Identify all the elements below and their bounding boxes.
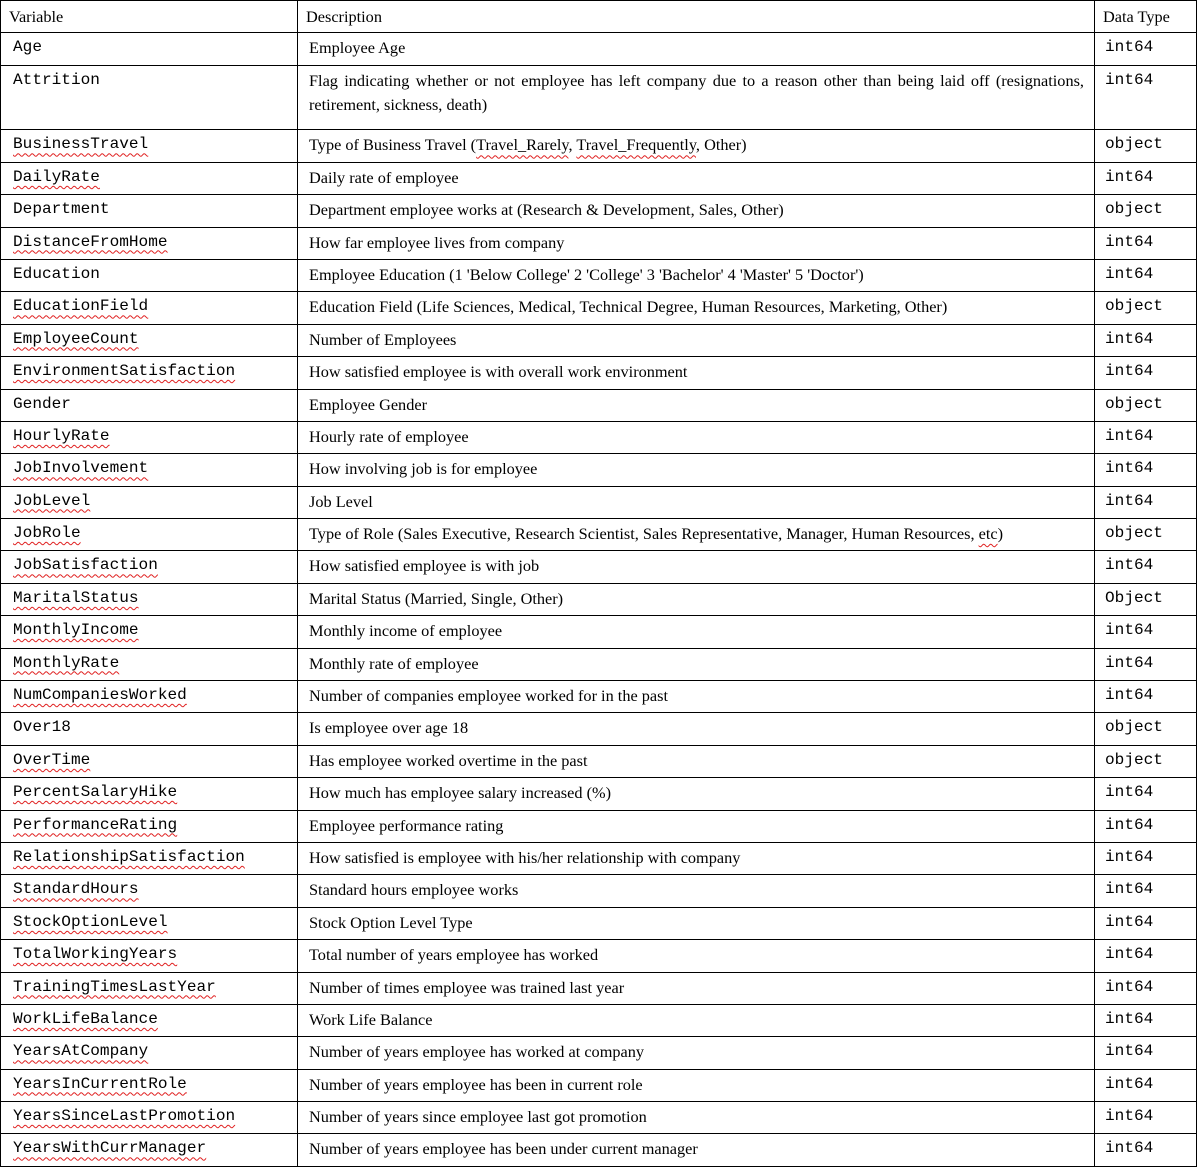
data-type-value: int64 xyxy=(1105,329,1154,348)
variable-cell xyxy=(1,259,298,291)
data-type-value: int64 xyxy=(1105,459,1154,478)
header-description: Description xyxy=(298,1,1095,33)
variable-name: MonthlyRate xyxy=(13,653,120,672)
table-row xyxy=(1,713,1197,745)
description-cell xyxy=(298,745,1095,777)
table-row xyxy=(1,648,1197,680)
table-row xyxy=(1,1102,1197,1134)
description-cell xyxy=(298,778,1095,810)
variable-cell xyxy=(1,33,298,65)
description-text: Marital Status (Married, Single, Other) xyxy=(309,588,564,608)
data-type-cell xyxy=(1095,357,1197,389)
variable-name: WorkLifeBalance xyxy=(13,1009,158,1028)
variable-name: TotalWorkingYears xyxy=(13,945,178,964)
variable-name: StockOptionLevel xyxy=(13,912,168,931)
data-type-cell xyxy=(1095,162,1197,194)
data-type-value: int64 xyxy=(1105,847,1154,866)
data-type-cell xyxy=(1095,1134,1197,1166)
description-cell xyxy=(298,259,1095,291)
data-type-value: object xyxy=(1105,297,1163,316)
variable-cell xyxy=(1,907,298,939)
data-type-value: int64 xyxy=(1105,1074,1154,1093)
table-row xyxy=(1,616,1197,648)
description-cell xyxy=(298,130,1095,162)
description-cell xyxy=(298,1069,1095,1101)
table-row xyxy=(1,454,1197,486)
variable-cell xyxy=(1,357,298,389)
description-cell xyxy=(298,551,1095,583)
variable-name: DistanceFromHome xyxy=(13,232,168,251)
table-row xyxy=(1,519,1197,551)
data-type-value: int64 xyxy=(1105,1009,1154,1028)
variable-name: Age xyxy=(13,38,42,57)
variable-cell xyxy=(1,227,298,259)
variable-cell xyxy=(1,65,298,130)
table-row xyxy=(1,421,1197,453)
variable-name: JobRole xyxy=(13,524,81,543)
description-cell xyxy=(298,1037,1095,1069)
description-cell xyxy=(298,227,1095,259)
table-body xyxy=(1,1,1197,1167)
variable-cell xyxy=(1,616,298,648)
variable-name: BusinessTravel xyxy=(13,135,149,154)
data-type-value: object xyxy=(1105,750,1163,769)
description-cell xyxy=(298,454,1095,486)
description-cell xyxy=(298,389,1095,421)
variable-name: JobSatisfaction xyxy=(13,556,158,575)
description-text: Stock Option Level Type xyxy=(309,912,473,932)
description-cell xyxy=(298,583,1095,615)
description-text: How far employee lives from company xyxy=(309,232,565,252)
description-text: How satisfied employee is with overall work environment xyxy=(309,362,688,382)
variable-name: MonthlyIncome xyxy=(13,621,139,640)
variable-name: MaritalStatus xyxy=(13,588,139,607)
variable-cell xyxy=(1,713,298,745)
description-text: Employee Age xyxy=(309,38,406,58)
description-text: Work Life Balance xyxy=(309,1009,433,1029)
description-cell xyxy=(298,195,1095,227)
data-type-value: int64 xyxy=(1105,945,1154,964)
description-cell xyxy=(298,1102,1095,1134)
table-row xyxy=(1,745,1197,777)
data-type-cell xyxy=(1095,972,1197,1004)
data-type-cell xyxy=(1095,551,1197,583)
variable-cell xyxy=(1,486,298,518)
description-cell xyxy=(298,519,1095,551)
description-text: Employee Gender xyxy=(309,394,427,414)
header-data-type: Data Type xyxy=(1095,1,1197,33)
description-text: Daily rate of employee xyxy=(309,167,459,187)
table-row xyxy=(1,875,1197,907)
description-cell xyxy=(298,292,1095,324)
variable-cell xyxy=(1,454,298,486)
description-cell xyxy=(298,486,1095,518)
variable-cell xyxy=(1,583,298,615)
variable-cell xyxy=(1,681,298,713)
data-type-cell xyxy=(1095,940,1197,972)
description-text: Job Level xyxy=(309,491,373,511)
description-cell xyxy=(298,875,1095,907)
header-row xyxy=(1,1,1197,33)
data-type-cell xyxy=(1095,259,1197,291)
data-type-value: int64 xyxy=(1105,232,1154,251)
table-row xyxy=(1,227,1197,259)
variable-name: Attrition xyxy=(13,70,100,89)
header-variable: Variable xyxy=(1,1,298,33)
description-cell xyxy=(298,324,1095,356)
variable-cell xyxy=(1,972,298,1004)
data-type-cell xyxy=(1095,713,1197,745)
description-cell xyxy=(298,33,1095,65)
data-type-value: int64 xyxy=(1105,1139,1154,1158)
data-type-value: Object xyxy=(1105,588,1163,607)
data-type-value: object xyxy=(1105,135,1163,154)
variable-name: Over18 xyxy=(13,718,71,737)
description-cell xyxy=(298,972,1095,1004)
variable-name: YearsSinceLastPromotion xyxy=(13,1107,236,1126)
data-type-cell xyxy=(1095,616,1197,648)
data-type-cell xyxy=(1095,875,1197,907)
description-cell xyxy=(298,842,1095,874)
variable-cell xyxy=(1,551,298,583)
table-row xyxy=(1,551,1197,583)
variable-cell xyxy=(1,1004,298,1036)
data-type-cell xyxy=(1095,1102,1197,1134)
table-row xyxy=(1,681,1197,713)
data-type-value: int64 xyxy=(1105,491,1154,510)
description-text: Flag indicating whether or not employee has left company due to a reason other than being laid off (resignations, retirement, sickness, death) xyxy=(309,70,1084,114)
data-type-value: object xyxy=(1105,718,1163,737)
table-row xyxy=(1,583,1197,615)
table-row xyxy=(1,1134,1197,1166)
table-row xyxy=(1,972,1197,1004)
data-type-cell xyxy=(1095,745,1197,777)
data-type-cell xyxy=(1095,810,1197,842)
variable-cell xyxy=(1,1102,298,1134)
data-type-value: int64 xyxy=(1105,686,1154,705)
description-cell xyxy=(298,616,1095,648)
table-row xyxy=(1,195,1197,227)
data-type-cell xyxy=(1095,842,1197,874)
data-type-cell xyxy=(1095,421,1197,453)
table-row xyxy=(1,389,1197,421)
table-row xyxy=(1,940,1197,972)
data-type-value: int64 xyxy=(1105,167,1154,186)
data-type-value: int64 xyxy=(1105,912,1154,931)
variable-name: OverTime xyxy=(13,750,91,769)
table-row xyxy=(1,907,1197,939)
description-text: Is employee over age 18 xyxy=(309,718,469,738)
variable-cell xyxy=(1,130,298,162)
variable-cell xyxy=(1,195,298,227)
description-text: How involving job is for employee xyxy=(309,459,538,479)
description-text: How satisfied employee is with job xyxy=(309,556,540,576)
table-row xyxy=(1,162,1197,194)
description-cell xyxy=(298,1134,1095,1166)
data-type-value: int64 xyxy=(1105,556,1154,575)
data-type-cell xyxy=(1095,389,1197,421)
data-type-cell xyxy=(1095,778,1197,810)
table-row xyxy=(1,486,1197,518)
description-text: Total number of years employee has worked xyxy=(309,945,599,965)
description-cell xyxy=(298,65,1095,130)
description-text: Number of years employee has worked at company xyxy=(309,1042,645,1062)
description-text: Education Field (Life Sciences, Medical, Technical Degree, Human Resources, Marketing, Other) xyxy=(309,297,948,317)
data-type-cell xyxy=(1095,292,1197,324)
data-type-cell xyxy=(1095,1069,1197,1101)
data-type-value: int64 xyxy=(1105,977,1154,996)
description-cell xyxy=(298,681,1095,713)
data-type-value: int64 xyxy=(1105,362,1154,381)
description-text: Type of Role (Sales Executive, Research Scientist, Sales Representative, Manager, Human Resources, etc) xyxy=(309,524,1004,544)
variable-name: StandardHours xyxy=(13,880,139,899)
table-row xyxy=(1,130,1197,162)
data-type-cell xyxy=(1095,195,1197,227)
table-row xyxy=(1,778,1197,810)
variable-name: YearsWithCurrManager xyxy=(13,1139,207,1158)
description-text: How much has employee salary increased (%) xyxy=(309,783,611,803)
data-type-cell xyxy=(1095,33,1197,65)
data-type-value: object xyxy=(1105,200,1163,219)
variable-cell xyxy=(1,421,298,453)
variable-cell xyxy=(1,1069,298,1101)
data-type-value: int64 xyxy=(1105,880,1154,899)
variable-name: Department xyxy=(13,200,110,219)
data-type-value: int64 xyxy=(1105,815,1154,834)
table-row xyxy=(1,1004,1197,1036)
variable-name: JobLevel xyxy=(13,491,91,510)
description-text: Number of companies employee worked for in the past xyxy=(309,686,668,706)
data-type-cell xyxy=(1095,648,1197,680)
description-text: Monthly rate of employee xyxy=(309,653,479,673)
variable-name: PercentSalaryHike xyxy=(13,783,178,802)
variable-name: NumCompaniesWorked xyxy=(13,686,187,705)
table-row xyxy=(1,842,1197,874)
data-type-value: int64 xyxy=(1105,264,1154,283)
data-type-cell xyxy=(1095,454,1197,486)
description-cell xyxy=(298,940,1095,972)
description-cell xyxy=(298,648,1095,680)
variable-name: YearsAtCompany xyxy=(13,1042,149,1061)
data-type-cell xyxy=(1095,65,1197,130)
table-row xyxy=(1,259,1197,291)
description-text: How satisfied is employee with his/her relationship with company xyxy=(309,847,741,867)
data-type-value: int64 xyxy=(1105,1107,1154,1126)
variable-name: EmployeeCount xyxy=(13,329,139,348)
variable-cell xyxy=(1,519,298,551)
variable-name: DailyRate xyxy=(13,167,100,186)
description-text: Hourly rate of employee xyxy=(309,426,469,446)
data-type-value: int64 xyxy=(1105,1042,1154,1061)
description-cell xyxy=(298,162,1095,194)
data-type-cell xyxy=(1095,681,1197,713)
data-type-cell xyxy=(1095,1037,1197,1069)
description-text: Number of years since employee last got promotion xyxy=(309,1107,647,1127)
data-type-cell xyxy=(1095,583,1197,615)
data-type-value: int64 xyxy=(1105,70,1154,89)
description-text: Number of years employee has been under current manager xyxy=(309,1139,698,1159)
variable-name: EducationField xyxy=(13,297,149,316)
variable-cell xyxy=(1,842,298,874)
data-type-value: int64 xyxy=(1105,38,1154,57)
description-text: Has employee worked overtime in the past xyxy=(309,750,588,770)
description-cell xyxy=(298,357,1095,389)
table-row xyxy=(1,65,1197,130)
variable-name: HourlyRate xyxy=(13,426,110,445)
table-row xyxy=(1,357,1197,389)
description-text: Number of years employee has been in current role xyxy=(309,1074,643,1094)
variable-cell xyxy=(1,162,298,194)
table-row xyxy=(1,1069,1197,1101)
data-type-value: object xyxy=(1105,394,1163,413)
data-type-cell xyxy=(1095,1004,1197,1036)
variable-name: PerformanceRating xyxy=(13,815,178,834)
variable-name: TrainingTimesLastYear xyxy=(13,977,216,996)
description-cell xyxy=(298,1004,1095,1036)
table-row xyxy=(1,33,1197,65)
variable-cell xyxy=(1,940,298,972)
variable-name: JobInvolvement xyxy=(13,459,149,478)
data-type-value: int64 xyxy=(1105,653,1154,672)
data-type-cell xyxy=(1095,324,1197,356)
variable-cell xyxy=(1,292,298,324)
data-type-cell xyxy=(1095,486,1197,518)
description-text: Type of Business Travel (Travel_Rarely, Travel_Frequently, Other) xyxy=(309,135,747,155)
variable-name: Education xyxy=(13,264,100,283)
variable-name: Gender xyxy=(13,394,71,413)
variable-cell xyxy=(1,810,298,842)
variable-cell xyxy=(1,875,298,907)
description-cell xyxy=(298,421,1095,453)
description-text: Number of times employee was trained last year xyxy=(309,977,625,997)
data-type-cell xyxy=(1095,519,1197,551)
description-text: Department employee works at (Research & Development, Sales, Other) xyxy=(309,200,784,220)
description-text: Employee performance rating xyxy=(309,815,504,835)
data-type-value: int64 xyxy=(1105,426,1154,445)
table-row xyxy=(1,324,1197,356)
variable-cell xyxy=(1,324,298,356)
data-type-cell xyxy=(1095,130,1197,162)
description-text: Employee Education (1 'Below College' 2 'College' 3 'Bachelor' 4 'Master' 5 'Doctor') xyxy=(309,264,864,284)
table-row xyxy=(1,292,1197,324)
description-cell xyxy=(298,810,1095,842)
variable-cell xyxy=(1,745,298,777)
data-type-value: int64 xyxy=(1105,621,1154,640)
data-type-cell xyxy=(1095,907,1197,939)
data-type-value: int64 xyxy=(1105,783,1154,802)
variable-cell xyxy=(1,1037,298,1069)
table-row xyxy=(1,810,1197,842)
variable-cell xyxy=(1,778,298,810)
description-cell xyxy=(298,907,1095,939)
data-type-cell xyxy=(1095,227,1197,259)
table-row xyxy=(1,1037,1197,1069)
variable-cell xyxy=(1,389,298,421)
variable-cell xyxy=(1,648,298,680)
description-text: Standard hours employee works xyxy=(309,880,519,900)
data-type-value: object xyxy=(1105,524,1163,543)
description-text: Number of Employees xyxy=(309,329,457,349)
description-cell xyxy=(298,713,1095,745)
variable-name: RelationshipSatisfaction xyxy=(13,847,245,866)
variable-name: EnvironmentSatisfaction xyxy=(13,362,236,381)
description-text: Monthly income of employee xyxy=(309,621,503,641)
variable-cell xyxy=(1,1134,298,1166)
variable-name: YearsInCurrentRole xyxy=(13,1074,187,1093)
